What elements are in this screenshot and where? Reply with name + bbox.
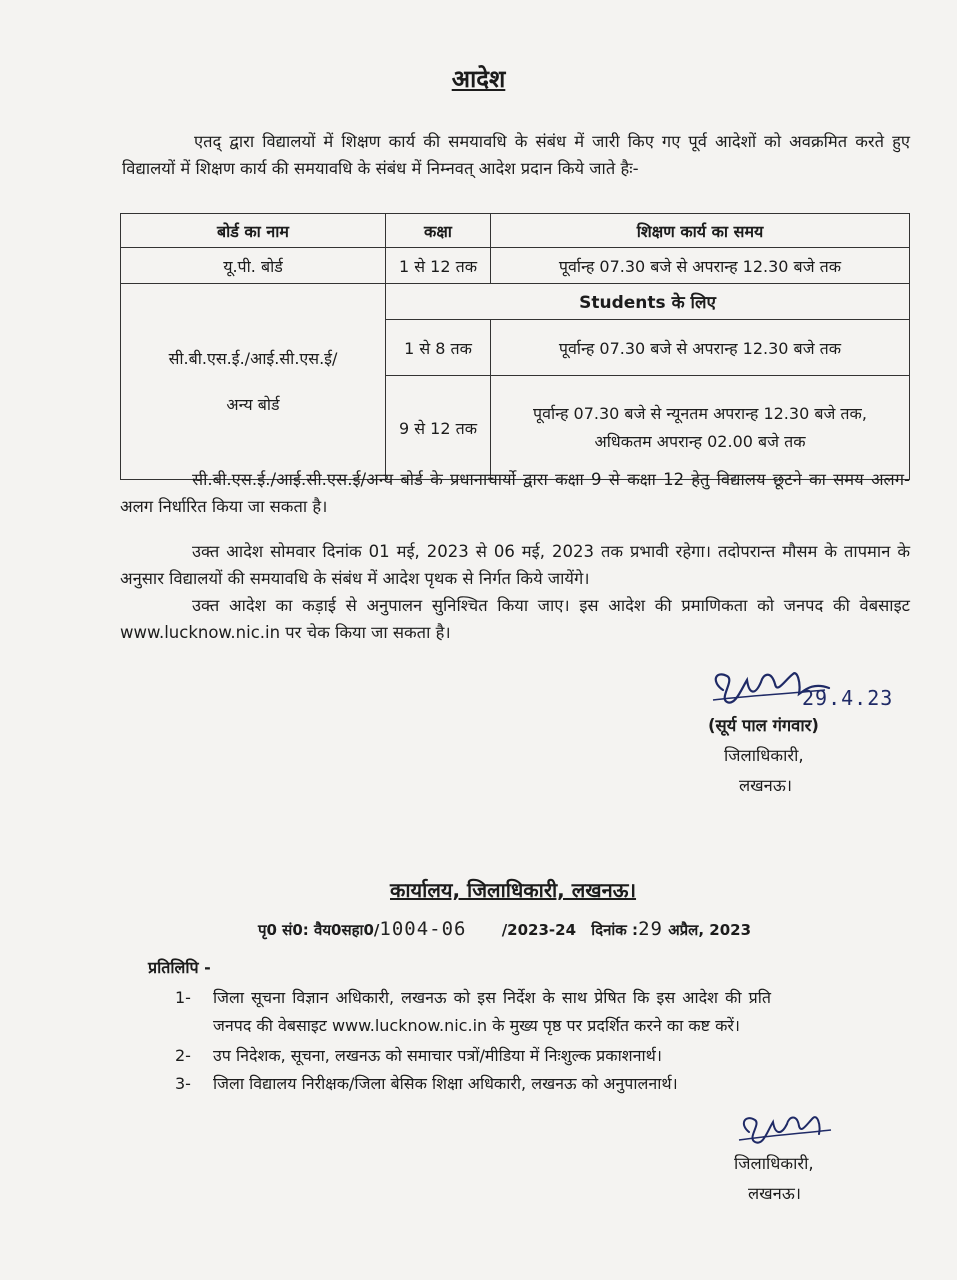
signature-2-designation: जिलाधिकारी, (734, 1154, 814, 1173)
copy-item-3-number: 3- (175, 1074, 191, 1093)
ref-number: 1004-06 (379, 918, 467, 940)
intro-paragraph: एतद् द्वारा विद्यालयों में शिक्षण कार्य की समयावधि के संबंध में जारी किए गए पूर्व आदेशों को अवक्रमित करते हुए विद्यालयों में शिक्षण कार्य की समयावधि के संबंध में निम्नवत् आदेश प्रदान किये जाते हैः- (122, 132, 910, 178)
copy-item-2 (175, 1042, 771, 1070)
row2-time-line1: पूर्वान्ह 07.30 बजे से न्यूनतम अपरान्ह 12.30 बजे तक, (533, 403, 867, 423)
row1-class: 1 से 8 तक (386, 320, 491, 376)
paragraph-3: उक्त आदेश का कड़ाई से अनुपालन सुनिश्चित किया जाए। इस आदेश की प्रमाणिकता को जनपद की वेबसाइट www.lucknow.nic.in पर चेक किया जा सकता है। (120, 596, 910, 642)
copy-item-2-number: 2- (175, 1046, 191, 1065)
header-board: बोर्ड का नाम (121, 214, 386, 248)
paragraph-1: सी.बी.एस.ई./आई.सी.एस.ई/अन्य बोर्ड के प्रधानाचार्यो द्वारा कक्षा 9 से कक्षा 12 हेतु विद्यालय छूटने का समय अलग-अलग निर्धारित किया जा सकता है। (120, 470, 910, 516)
up-board: यू.पी. बोर्ड (121, 248, 386, 284)
up-class: 1 से 12 तक (386, 248, 491, 284)
header-class: कक्षा (386, 214, 491, 248)
table-row-students-header (121, 284, 910, 320)
table-header-row (121, 214, 910, 248)
schedule-table (120, 213, 910, 480)
cbse-board (121, 284, 386, 480)
copy-title: प्रतिलिपि - (148, 958, 211, 977)
ref-year: /2023-24 (501, 921, 577, 939)
copy-item-3 (175, 1070, 771, 1098)
signatory-place: लखनऊ। (739, 776, 793, 795)
row2-class: 9 से 12 तक (386, 376, 491, 480)
row2-time-line2: अधिकतम अपरान्ह 02.00 बजे तक (594, 431, 806, 451)
signature-1-date: 29.4.23 (802, 686, 894, 710)
ref-prefix: पृ0 सं0: वैय0सहा0/ (258, 921, 380, 939)
header-time: शिक्षण कार्य का समय (491, 214, 910, 248)
row1-time: पूर्वान्ह 07.30 बजे से अपरान्ह 12.30 बजे तक (491, 320, 910, 376)
office-heading: कार्यालय, जिलाधिकारी, लखनऊ। (390, 878, 637, 902)
copy-item-1-number: 1- (175, 988, 191, 1007)
date-day: 29 (638, 918, 663, 940)
reference-line (258, 918, 751, 940)
up-time: पूर्वान्ह 07.30 बजे से अपरान्ह 12.30 बजे तक (491, 248, 910, 284)
date-rest: अप्रैल, 2023 (668, 921, 752, 939)
table-row-up (121, 248, 910, 284)
students-header: Students के लिए (386, 284, 910, 320)
copy-item-2-text: उप निदेशक, सूचना, लखनऊ को समाचार पत्रों/मीडिया में निःशुल्क प्रकाशनार्थ। (213, 1046, 662, 1065)
copy-item-1-text: जिला सूचना विज्ञान अधिकारी, लखनऊ को इस निर्देश के साथ प्रेषित कि इस आदेश की प्रति जनपद की वेबसाइट www.lucknow.nic.in के मुख्य पृष्ठ पर प्रदर्शित करने का कष्ट करें। (213, 988, 771, 1035)
signatory-designation: जिलाधिकारी, (724, 746, 804, 765)
cbse-board-line1: सी.बी.एस.ई./आई.सी.एस.ई/ (168, 348, 338, 368)
order-title: आदेश (451, 65, 506, 93)
cbse-board-line2: अन्य बोर्ड (226, 394, 280, 414)
signature-2-place: लखनऊ। (748, 1184, 802, 1203)
signature-2 (735, 1106, 835, 1156)
row2-time (491, 376, 910, 480)
signatory-name: (सूर्य पाल गंगवार) (708, 716, 819, 735)
date-label: दिनांक : (591, 921, 639, 939)
copy-item-1 (175, 984, 771, 1040)
paragraph-2: उक्त आदेश सोमवार दिनांक 01 मई, 2023 से 06 मई, 2023 तक प्रभावी रहेगा। तदोपरान्त मौसम के तापमान के अनुसार विद्यालयों की समयावधि के संबंध में आदेश पृथक से निर्गत किये जायेंगे। (120, 542, 910, 588)
copy-item-3-text: जिला विद्यालय निरीक्षक/जिला बेसिक शिक्षा अधिकारी, लखनऊ को अनुपालनार्थ। (213, 1074, 678, 1093)
